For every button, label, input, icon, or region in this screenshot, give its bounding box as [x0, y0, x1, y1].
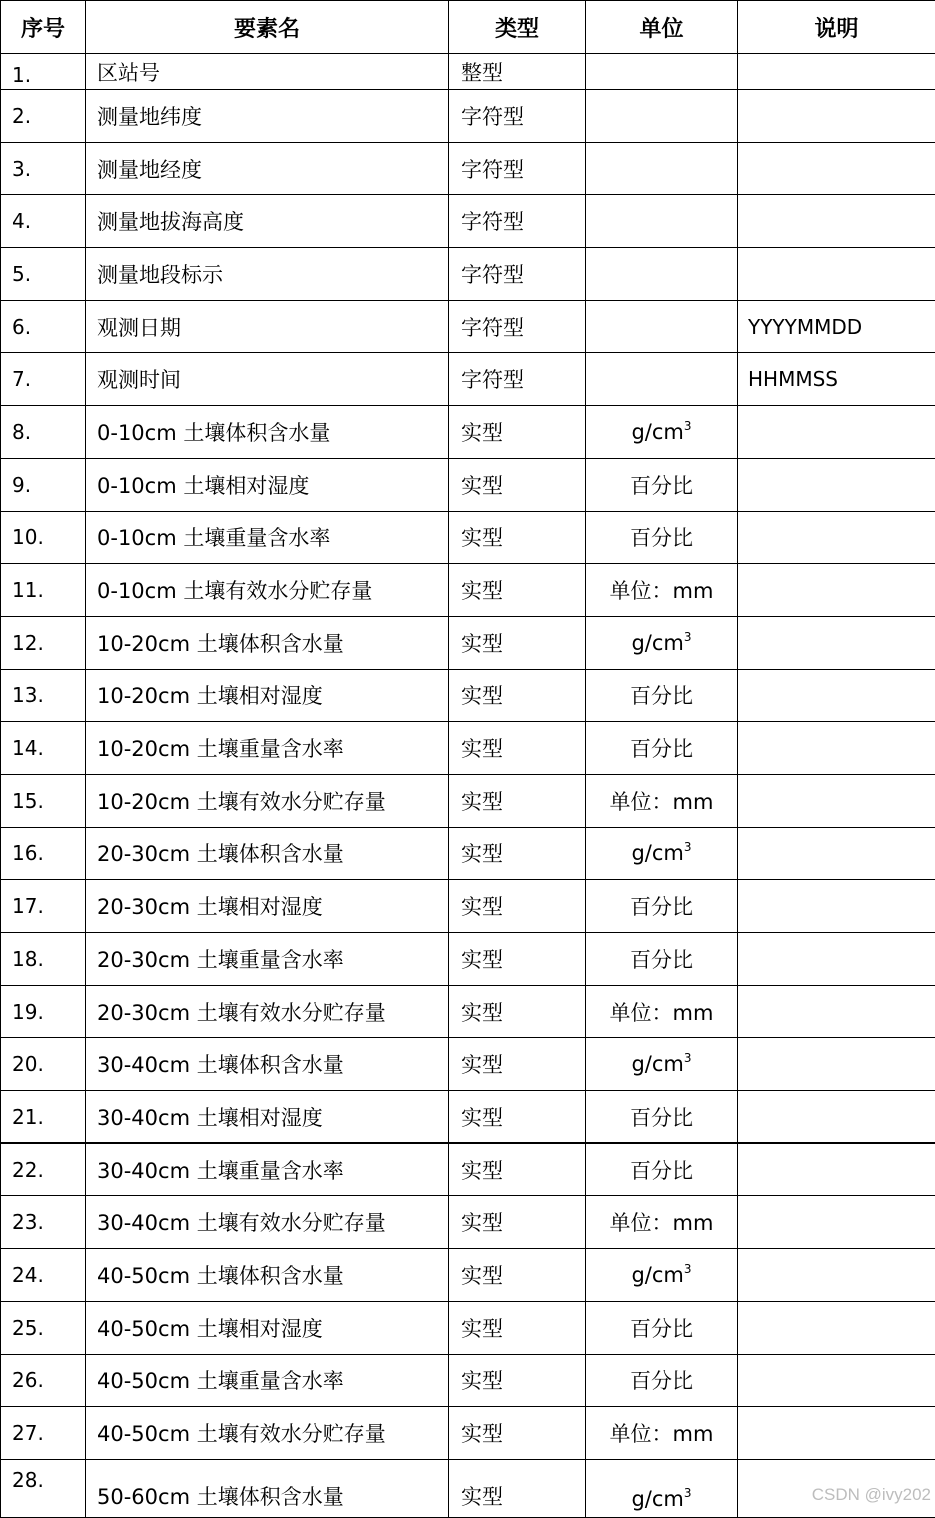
row-unit [586, 880, 738, 933]
row-element-name: 10-20cm 土壤相对湿度 [86, 669, 449, 722]
row-type: 实型 [449, 1143, 586, 1196]
row-unit-text: 单位：mm [610, 1001, 714, 1025]
row-unit-superscript: 3 [684, 1486, 692, 1500]
row-unit-text: 百分比 [630, 1317, 693, 1341]
table-row [1, 827, 935, 880]
watermark: CSDN @ivy202 [812, 1485, 931, 1505]
row-element-name: 40-50cm 土壤相对湿度 [86, 1301, 449, 1354]
table-row [1, 564, 935, 617]
row-description [738, 90, 935, 143]
row-unit-superscript: 3 [684, 1262, 692, 1276]
row-unit [586, 616, 738, 669]
row-unit [586, 722, 738, 775]
row-description [738, 511, 935, 564]
row-type: 实型 [449, 458, 586, 511]
row-type: 整型 [449, 54, 586, 90]
table-body [1, 54, 935, 1518]
row-unit-text: g/cm [631, 420, 683, 444]
row-description [738, 1301, 935, 1354]
row-unit-text: 单位：mm [610, 1422, 714, 1446]
row-unit-text: 单位：mm [610, 1211, 714, 1235]
row-description [738, 669, 935, 722]
row-description [738, 195, 935, 248]
row-seq: 4. [1, 195, 86, 248]
row-type: 字符型 [449, 142, 586, 195]
row-unit-text: 百分比 [630, 1159, 693, 1183]
row-type: 实型 [449, 511, 586, 564]
row-element-name: 30-40cm 土壤有效水分贮存量 [86, 1196, 449, 1249]
row-element-name: 20-30cm 土壤有效水分贮存量 [86, 985, 449, 1038]
table-row [1, 1038, 935, 1091]
table-row [1, 54, 935, 90]
row-unit [586, 353, 738, 406]
row-type: 字符型 [449, 195, 586, 248]
table-row [1, 1249, 935, 1302]
row-unit [586, 406, 738, 459]
header-description: 说明 [738, 1, 935, 54]
row-description [738, 54, 935, 90]
row-description [738, 774, 935, 827]
row-type: 实型 [449, 1354, 586, 1407]
table-row [1, 1459, 935, 1517]
row-type: 实型 [449, 669, 586, 722]
row-seq: 13. [1, 669, 86, 722]
row-unit-text: 百分比 [630, 526, 693, 550]
row-description: YYYYMMDD [738, 300, 935, 353]
row-seq: 22. [1, 1143, 86, 1196]
row-element-name: 测量地纬度 [86, 90, 449, 143]
row-element-name: 50-60cm 土壤体积含水量 [86, 1459, 449, 1517]
row-unit-superscript: 3 [684, 840, 692, 854]
row-seq: 18. [1, 933, 86, 986]
table-row [1, 195, 935, 248]
row-seq: 25. [1, 1301, 86, 1354]
row-unit [586, 1091, 738, 1144]
row-element-name: 10-20cm 土壤有效水分贮存量 [86, 774, 449, 827]
row-element-name: 测量地经度 [86, 142, 449, 195]
row-type: 实型 [449, 564, 586, 617]
row-type: 字符型 [449, 300, 586, 353]
table-row [1, 933, 935, 986]
row-seq: 1. [1, 54, 86, 90]
row-description [738, 985, 935, 1038]
row-description [738, 1143, 935, 1196]
row-description [738, 564, 935, 617]
table-row [1, 669, 935, 722]
row-element-name: 测量地段标示 [86, 248, 449, 301]
row-element-name: 区站号 [86, 54, 449, 90]
row-unit [586, 195, 738, 248]
header-type: 类型 [449, 1, 586, 54]
row-type: 实型 [449, 985, 586, 1038]
row-unit [586, 669, 738, 722]
row-type: 实型 [449, 827, 586, 880]
row-unit-text: 百分比 [630, 1106, 693, 1130]
row-seq: 8. [1, 406, 86, 459]
table-row [1, 722, 935, 775]
row-description [738, 1196, 935, 1249]
row-type: 实型 [449, 722, 586, 775]
table-header-row [1, 1, 935, 54]
row-type: 实型 [449, 1459, 586, 1517]
row-unit [586, 142, 738, 195]
row-element-name: 10-20cm 土壤体积含水量 [86, 616, 449, 669]
row-type: 实型 [449, 880, 586, 933]
table-row [1, 1407, 935, 1460]
row-seq: 5. [1, 248, 86, 301]
row-element-name: 测量地拔海高度 [86, 195, 449, 248]
row-element-name: 观测时间 [86, 353, 449, 406]
row-unit [586, 1196, 738, 1249]
table-row [1, 880, 935, 933]
row-type: 实型 [449, 1249, 586, 1302]
row-description [738, 827, 935, 880]
row-seq: 17. [1, 880, 86, 933]
row-unit-text: 单位：mm [610, 790, 714, 814]
row-element-name: 30-40cm 土壤体积含水量 [86, 1038, 449, 1091]
row-element-name: 10-20cm 土壤重量含水率 [86, 722, 449, 775]
row-seq: 19. [1, 985, 86, 1038]
row-unit [586, 1038, 738, 1091]
table-row [1, 511, 935, 564]
row-seq: 28. [1, 1459, 86, 1517]
row-unit-text: g/cm [631, 631, 683, 655]
row-unit [586, 1354, 738, 1407]
row-element-name: 0-10cm 土壤体积含水量 [86, 406, 449, 459]
row-seq: 11. [1, 564, 86, 617]
row-unit-text: 百分比 [630, 684, 693, 708]
row-description [738, 1354, 935, 1407]
row-unit [586, 985, 738, 1038]
row-unit-text: 百分比 [630, 1369, 693, 1393]
row-seq: 16. [1, 827, 86, 880]
table-row [1, 248, 935, 301]
row-type: 实型 [449, 933, 586, 986]
row-description [738, 1407, 935, 1460]
row-description [738, 248, 935, 301]
row-seq: 3. [1, 142, 86, 195]
row-unit-superscript: 3 [684, 1051, 692, 1065]
row-type: 实型 [449, 1301, 586, 1354]
row-seq: 20. [1, 1038, 86, 1091]
row-element-name: 40-50cm 土壤有效水分贮存量 [86, 1407, 449, 1460]
row-seq: 10. [1, 511, 86, 564]
row-description [738, 722, 935, 775]
row-element-name: 0-10cm 土壤有效水分贮存量 [86, 564, 449, 617]
row-element-name: 40-50cm 土壤重量含水率 [86, 1354, 449, 1407]
row-unit [586, 774, 738, 827]
row-seq: 2. [1, 90, 86, 143]
row-seq: 7. [1, 353, 86, 406]
table-row [1, 458, 935, 511]
row-description [738, 458, 935, 511]
table-row [1, 985, 935, 1038]
table-row [1, 90, 935, 143]
row-description [738, 142, 935, 195]
row-element-name: 20-30cm 土壤相对湿度 [86, 880, 449, 933]
table-row [1, 1196, 935, 1249]
row-seq: 15. [1, 774, 86, 827]
row-unit-text: g/cm [631, 1263, 683, 1287]
row-type: 实型 [449, 1038, 586, 1091]
row-unit-text: g/cm [631, 1052, 683, 1076]
row-type: 实型 [449, 406, 586, 459]
table-row [1, 1091, 935, 1144]
row-unit-text: 单位：mm [610, 579, 714, 603]
row-unit [586, 248, 738, 301]
row-type: 字符型 [449, 248, 586, 301]
row-unit [586, 54, 738, 90]
row-unit [586, 1143, 738, 1196]
row-unit-text: 百分比 [630, 895, 693, 919]
table-row [1, 142, 935, 195]
header-unit: 单位 [586, 1, 738, 54]
row-type: 实型 [449, 1091, 586, 1144]
row-description [738, 616, 935, 669]
row-unit-text: g/cm [631, 841, 683, 865]
row-element-name: 20-30cm 土壤重量含水率 [86, 933, 449, 986]
row-unit [586, 300, 738, 353]
row-unit [586, 933, 738, 986]
row-description: HHMMSS [738, 353, 935, 406]
row-element-name: 40-50cm 土壤体积含水量 [86, 1249, 449, 1302]
row-description [738, 880, 935, 933]
row-seq: 6. [1, 300, 86, 353]
row-element-name: 20-30cm 土壤体积含水量 [86, 827, 449, 880]
row-unit [586, 458, 738, 511]
row-element-name: 0-10cm 土壤相对湿度 [86, 458, 449, 511]
row-description [738, 406, 935, 459]
row-type: 实型 [449, 774, 586, 827]
row-seq: 23. [1, 1196, 86, 1249]
row-type: 实型 [449, 1407, 586, 1460]
row-unit-text: 百分比 [630, 948, 693, 972]
table-row [1, 1301, 935, 1354]
row-unit [586, 564, 738, 617]
row-type: 字符型 [449, 353, 586, 406]
row-element-name: 30-40cm 土壤相对湿度 [86, 1091, 449, 1144]
row-description [738, 933, 935, 986]
table-row [1, 300, 935, 353]
row-unit [586, 827, 738, 880]
table-row [1, 406, 935, 459]
row-description [738, 1249, 935, 1302]
row-unit [586, 90, 738, 143]
row-seq: 21. [1, 1091, 86, 1144]
row-type: 字符型 [449, 90, 586, 143]
row-type: 实型 [449, 616, 586, 669]
row-description [738, 1091, 935, 1144]
header-seq: 序号 [1, 1, 86, 54]
row-unit-text: g/cm [631, 1487, 683, 1511]
table-row [1, 774, 935, 827]
table-row [1, 616, 935, 669]
row-seq: 9. [1, 458, 86, 511]
header-element-name: 要素名 [86, 1, 449, 54]
row-unit-superscript: 3 [684, 630, 692, 644]
row-unit [586, 1249, 738, 1302]
row-element-name: 30-40cm 土壤重量含水率 [86, 1143, 449, 1196]
row-description [738, 1038, 935, 1091]
row-unit-text: 百分比 [630, 474, 693, 498]
row-type: 实型 [449, 1196, 586, 1249]
row-unit [586, 1407, 738, 1460]
row-element-name: 0-10cm 土壤重量含水率 [86, 511, 449, 564]
row-seq: 24. [1, 1249, 86, 1302]
row-seq: 27. [1, 1407, 86, 1460]
row-unit [586, 1301, 738, 1354]
table-row [1, 1354, 935, 1407]
row-unit [586, 511, 738, 564]
row-seq: 26. [1, 1354, 86, 1407]
table-row [1, 1143, 935, 1196]
row-unit [586, 1459, 738, 1517]
table-row [1, 353, 935, 406]
row-seq: 14. [1, 722, 86, 775]
row-unit-superscript: 3 [684, 419, 692, 433]
row-element-name: 观测日期 [86, 300, 449, 353]
row-seq: 12. [1, 616, 86, 669]
row-unit-text: 百分比 [630, 737, 693, 761]
